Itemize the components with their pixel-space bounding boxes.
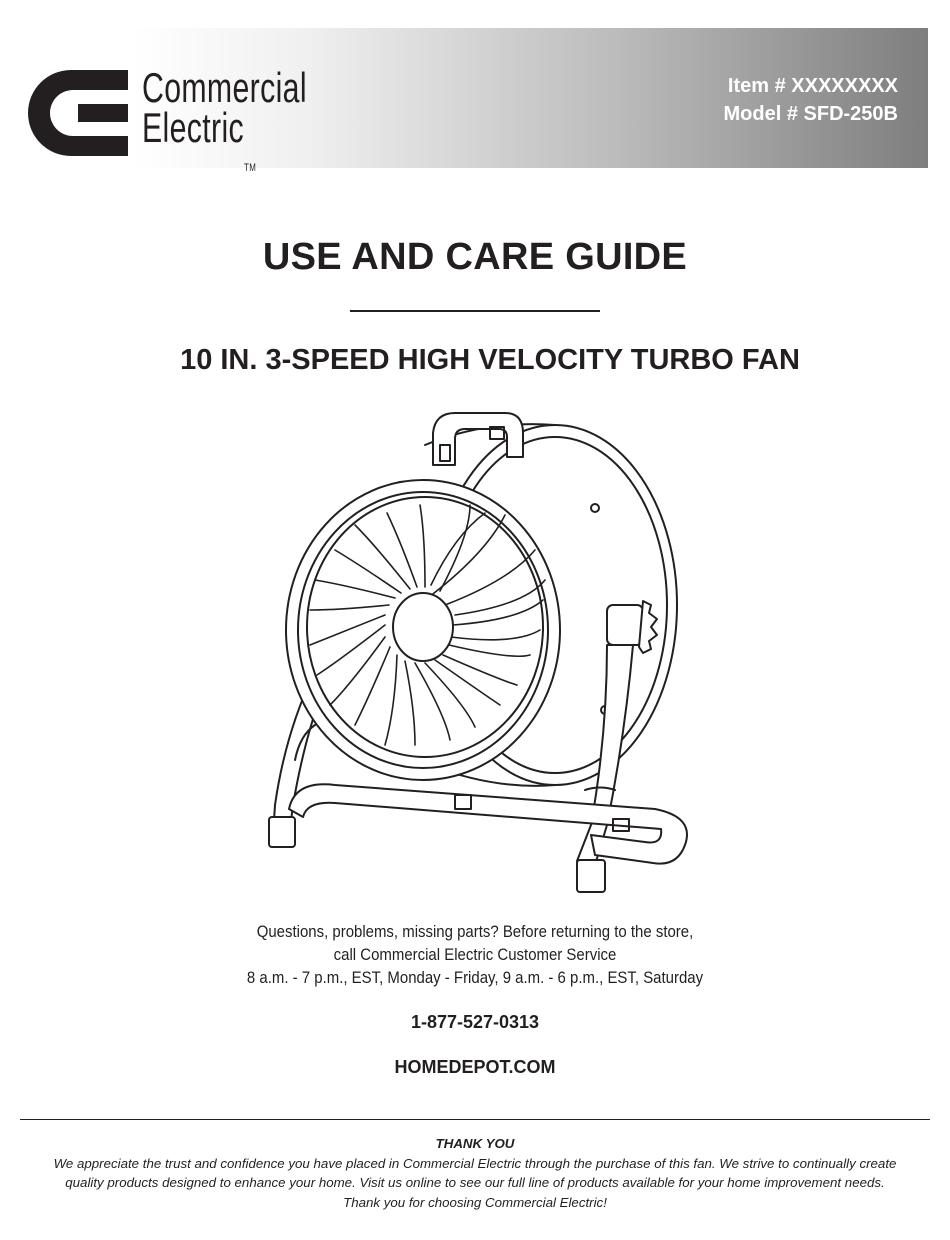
- page-title: USE AND CARE GUIDE: [262, 236, 688, 278]
- trademark: TM: [244, 162, 257, 174]
- fan-illustration: [255, 405, 705, 905]
- thank-you-note: [10, 1134, 940, 1212]
- commercial-electric-logo: [28, 70, 138, 156]
- model-number: Model # SFD-250B: [723, 103, 898, 125]
- service-line-1: Questions, problems, missing parts? Before returning to the store,: [256, 922, 694, 941]
- service-hours: 8 a.m. - 7 p.m., EST, Monday - Friday, 9 a.m. - 6 p.m., EST, Saturday: [246, 968, 704, 987]
- brand-name: [142, 64, 307, 174]
- title-divider: [350, 310, 600, 312]
- thank-you-line-3: Thank you for choosing Commercial Electric!: [343, 1194, 607, 1210]
- thank-you-line-1: We appreciate the trust and confidence you have placed in Commercial Electric through the purchase of this fan. We strive to continually create: [53, 1155, 897, 1171]
- customer-service-info: [57, 920, 893, 989]
- product-title: 10 IN. 3-SPEED HIGH VELOCITY TURBO FAN: [180, 344, 800, 376]
- item-number: Item # XXXXXXXX: [727, 75, 898, 97]
- phone-number: 1-877-527-0313: [410, 1012, 540, 1032]
- service-line-2: call Commercial Electric Customer Service: [333, 945, 617, 964]
- thank-you-heading: THANK YOU: [435, 1136, 515, 1151]
- thank-you-line-2: quality products designed to enhance your home. Visit us online to see our full line of products available for your home improvement needs.: [65, 1175, 885, 1190]
- item-model-block: [724, 72, 898, 128]
- brand-line-1: Commercial: [142, 64, 307, 111]
- brand-line-2: Electric: [142, 104, 245, 151]
- footer-divider: [20, 1119, 930, 1120]
- website-link: HOMEDEPOT.COM: [394, 1057, 556, 1077]
